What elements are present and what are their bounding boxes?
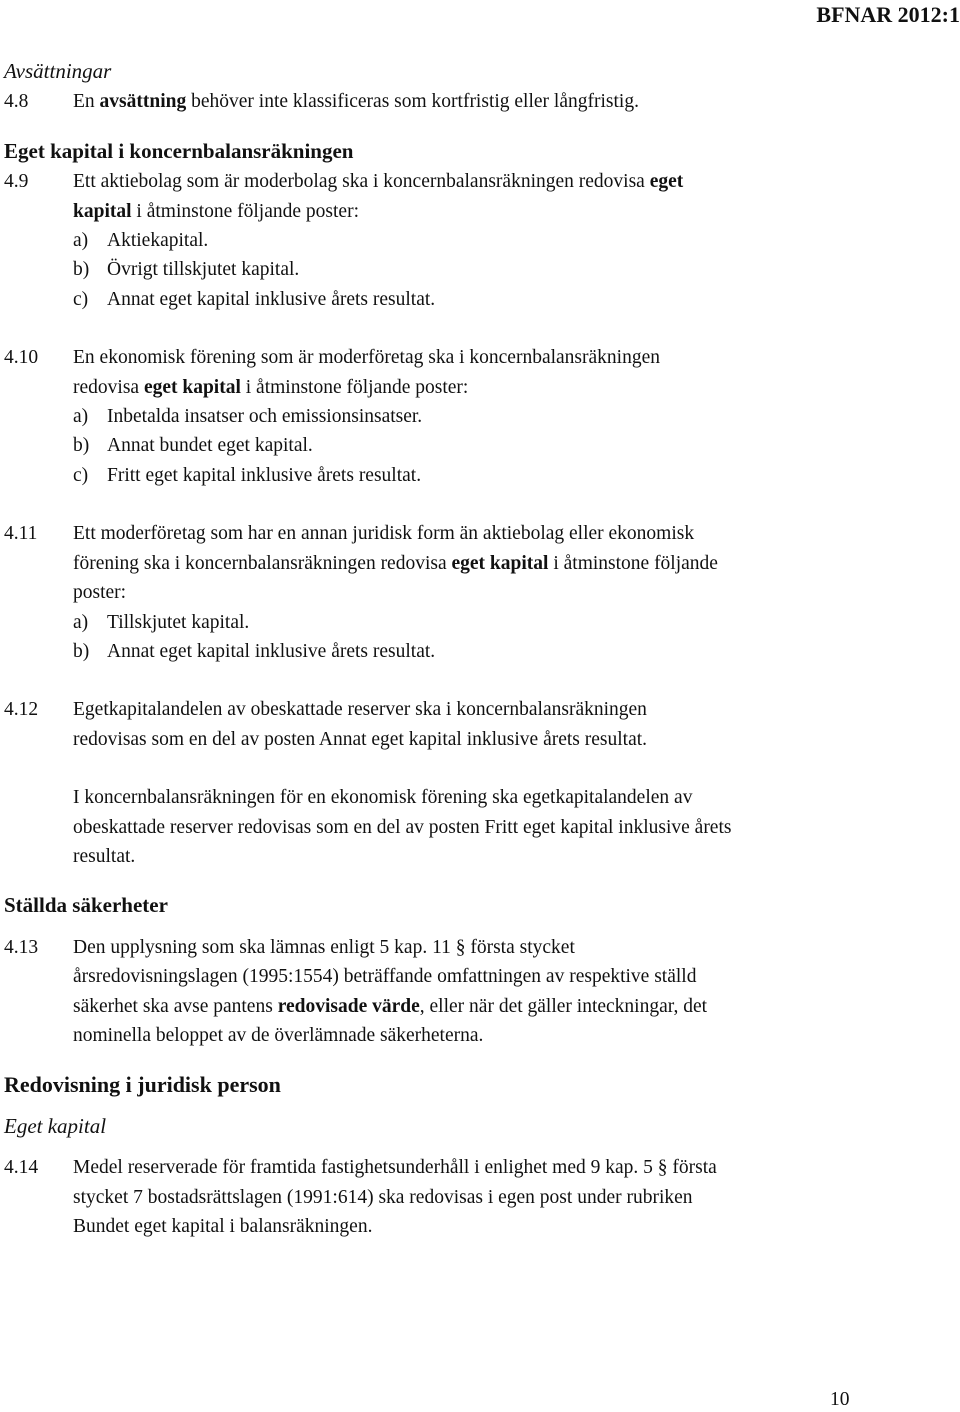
paragraph-text: Medel reserverade för framtida fastighetsunderhåll i enlighet med 9 kap. 5 § första stycket 7 bostadsrättslagen (1991:614) ska redovisas i egen post under rubriken Bundet eget kapital i balansräkningen. — [73, 1157, 717, 1237]
document-id: BFNAR 2012:1 — [816, 2, 960, 27]
paragraph-4-11 — [4, 519, 744, 666]
subheading-eget-kapital: Eget kapital — [4, 1113, 107, 1138]
heading-avsattningar: Avsättningar — [4, 59, 112, 83]
paragraph-text: Ett aktiebolag som är moderbolag ska i koncernbalansräkningen redovisa eget kapital i åtminstone följande poster: a) Aktiekapital. b) Övrigt tillskjutet kapital. c) Annat eget kapital inklusive årets resultat. — [73, 167, 744, 314]
list-item: c) Fritt eget kapital inklusive årets resultat. — [73, 464, 422, 486]
heading-redovisning-juridisk-person: Redovisning i juridisk person — [4, 1072, 281, 1098]
paragraph-text: Ett moderföretag som har en annan juridisk form än aktiebolag eller ekonomisk förening ska i koncernbalansräkningen redovisa eget kapital i åtminstone följande poster: a) Tillskjutet kapital. b) Annat eget kapital inklusive årets resultat. — [73, 519, 744, 666]
paragraph-text: Den upplysning som ska lämnas enligt 5 kap. 11 § första stycket årsredovisningslagen (1995:1554) beträffande omfattningen av respektive ställd säkerhet ska avse pantens redovisade värde, eller när det gäller inteckningar, det nominella beloppet av de överlämnade säkerheterna. — [73, 936, 708, 1046]
document-body — [4, 57, 744, 1241]
paragraph-number: 4.11 — [4, 523, 38, 545]
paragraph-4-14 — [4, 1153, 744, 1241]
term-redovisade-varde: redovisade värde — [277, 995, 420, 1017]
heading-stallda-sakerheter: Ställda säkerheter — [4, 893, 168, 918]
term-avsattning: avsättning — [99, 91, 187, 113]
page-number: 10 — [830, 1389, 850, 1410]
paragraph-text: En avsättning behöver inte klassificeras som kortfristig eller långfristig. — [73, 91, 639, 113]
paragraph-text: En ekonomisk förening som är moderföretag ska i koncernbalansräkningen redovisa eget kapital i åtminstone följande poster: a) Inbetalda insatser och emissionsinsatser. b) Annat bundet eget kapital. c) Fritt eget kapital inklusive årets resultat. — [73, 343, 744, 490]
paragraph-number: 4.14 — [4, 1157, 39, 1179]
list-item: b) Annat bundet eget kapital. — [73, 435, 313, 457]
heading-eget-kapital-koncern: Eget kapital i koncernbalansräkningen — [4, 138, 354, 163]
list-item: a) Inbetalda insatser och emissionsinsatser. — [73, 406, 423, 428]
list-item: a) Aktiekapital. — [73, 230, 209, 252]
paragraph-4-12-continuation: I koncernbalansräkningen för en ekonomisk förening ska egetkapitalandelen av obeskattade reserver redovisas som en del av posten Fritt eget kapital inklusive årets resultat. — [73, 787, 732, 867]
term-eget-kapital: eget kapital — [73, 171, 684, 222]
paragraph-4-8 — [4, 87, 744, 116]
paragraph-text: Egetkapitalandelen av obeskattade reserver ska i koncernbalansräkningen redovisas som en del av posten Annat eget kapital inklusive årets resultat. — [73, 699, 648, 750]
paragraph-4-9 — [4, 167, 744, 314]
list-item: b) Annat eget kapital inklusive årets resultat. — [73, 640, 436, 662]
paragraph-number: 4.10 — [4, 347, 39, 369]
list-item: b) Övrigt tillskjutet kapital. — [73, 259, 300, 281]
term-eget-kapital: eget kapital — [451, 552, 549, 574]
paragraph-number: 4.13 — [4, 936, 39, 958]
list-item: c) Annat eget kapital inklusive årets resultat. — [73, 288, 436, 310]
paragraph-4-12 — [4, 695, 744, 754]
paragraph-number: 4.9 — [4, 171, 29, 193]
paragraph-number: 4.12 — [4, 699, 39, 721]
term-eget-kapital: eget kapital — [143, 376, 241, 398]
paragraph-4-10 — [4, 343, 744, 490]
paragraph-number: 4.8 — [4, 91, 29, 113]
list-item: a) Tillskjutet kapital. — [73, 611, 250, 633]
paragraph-4-13 — [4, 933, 744, 1051]
